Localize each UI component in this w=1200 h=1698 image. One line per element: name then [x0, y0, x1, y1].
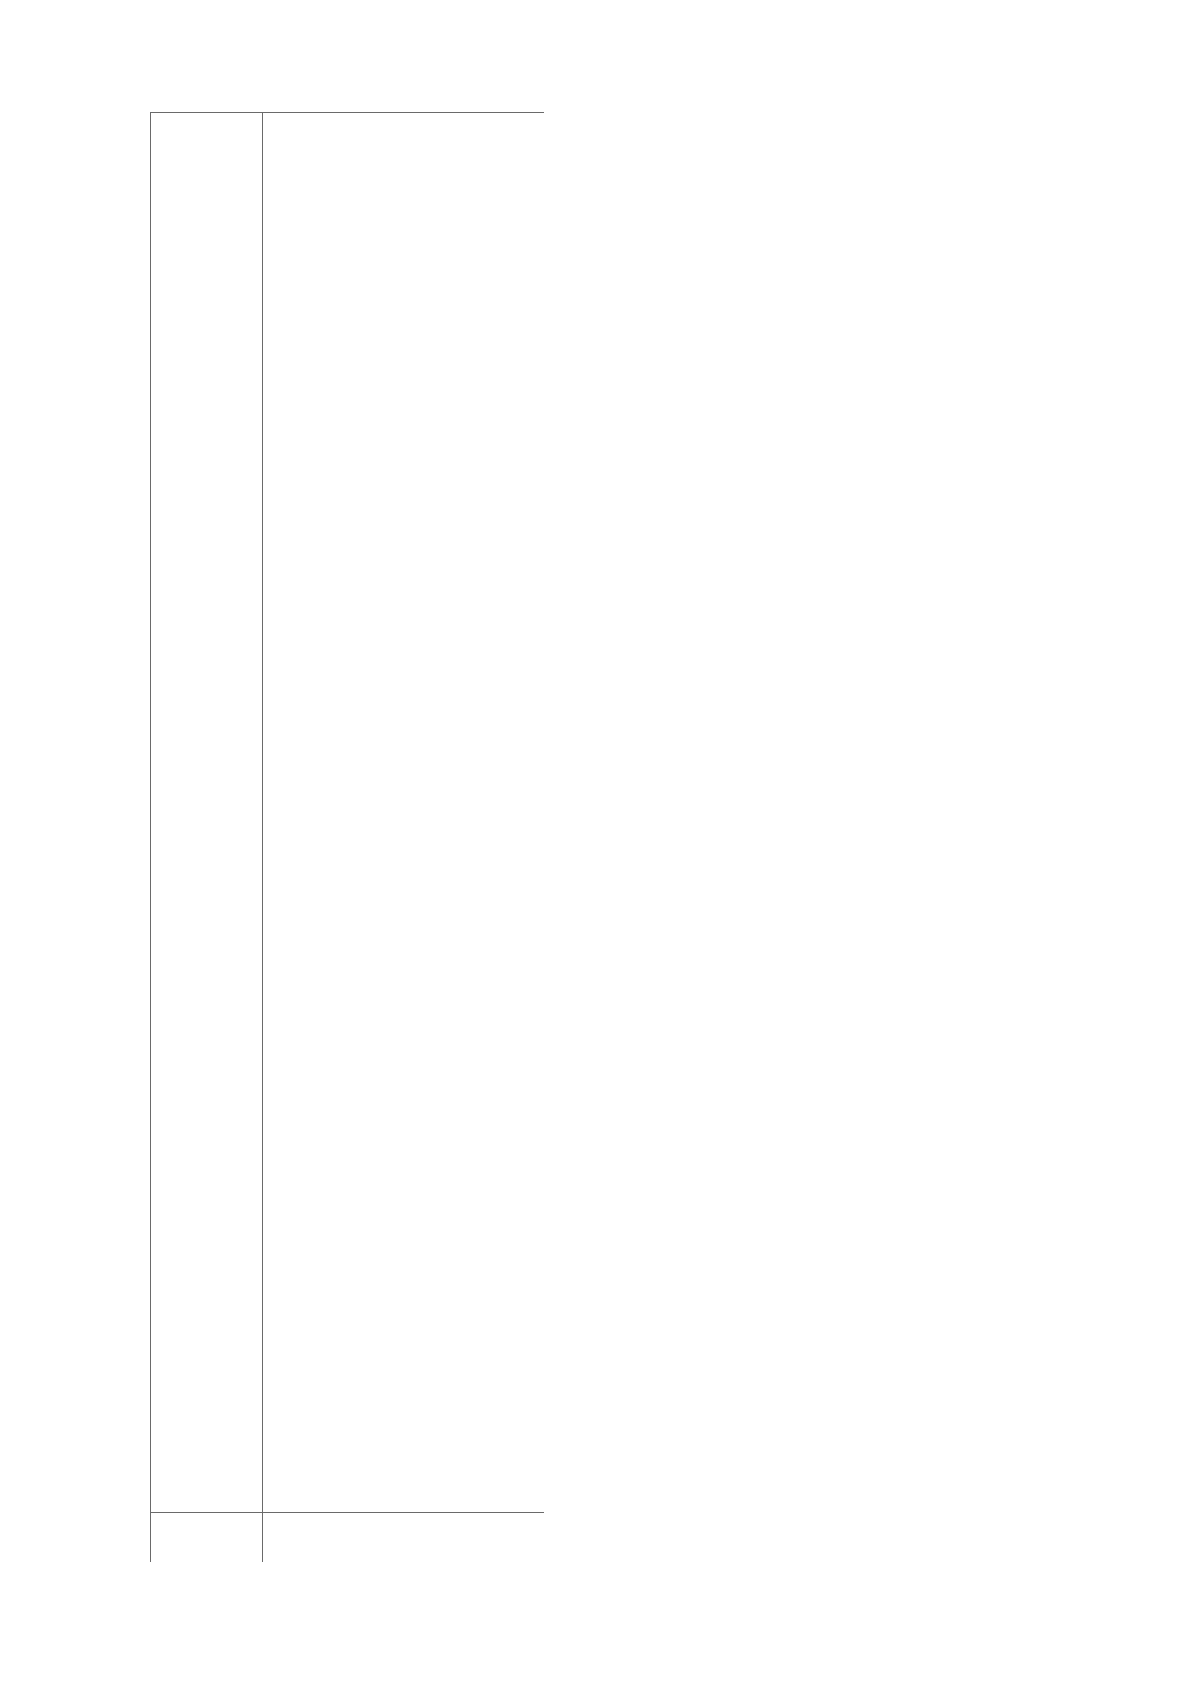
col1-left-border [150, 112, 151, 1562]
col2-left-border [262, 112, 263, 1562]
table-top-border [150, 112, 544, 113]
section-divider [150, 1512, 544, 1513]
